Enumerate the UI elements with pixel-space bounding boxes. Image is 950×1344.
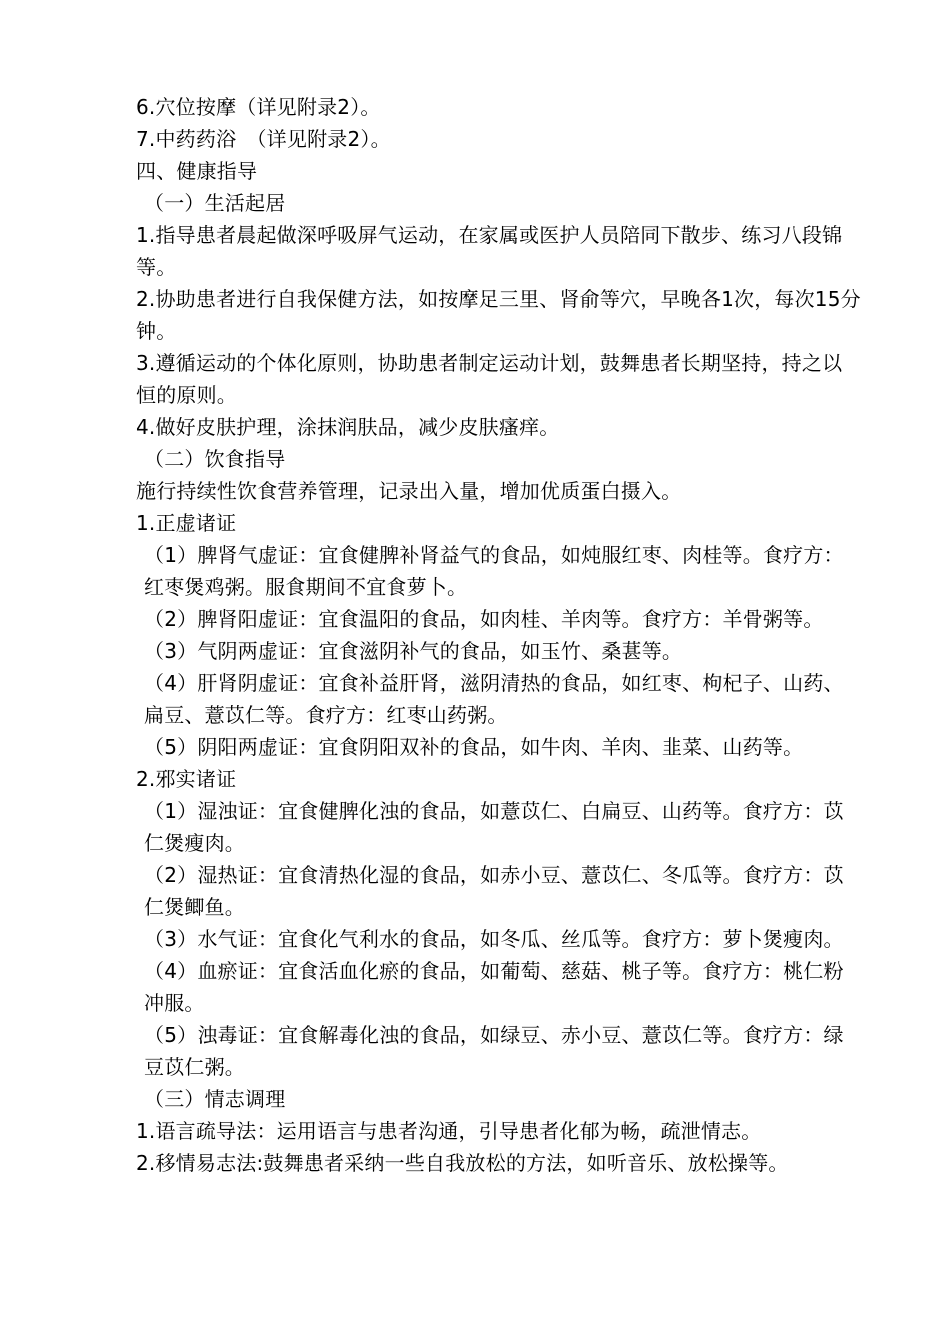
list-item: （5）浊毒证：宜食解毒化浊的食品，如绿豆、赤小豆、薏苡仁等。食疗方：绿豆苡仁粥。 bbox=[144, 1023, 844, 1079]
paragraph: 1.指导患者晨起做深呼吸屏气运动，在家属或医护人员陪同下散步、练习八段锦等。 bbox=[136, 223, 843, 279]
list-heading: 2.邪实诸证 bbox=[136, 767, 237, 791]
subsection-heading: （二）饮食指导 bbox=[144, 447, 286, 471]
list-item: （1）湿浊证：宜食健脾化浊的食品，如薏苡仁、白扁豆、山药等。食疗方：苡仁煲瘦肉。 bbox=[144, 799, 844, 855]
list-item: （3）水气证：宜食化气利水的食品，如冬瓜、丝瓜等。食疗方：萝卜煲瘦肉。 bbox=[144, 927, 844, 951]
list-item: （5）阴阳两虚证：宜食阴阳双补的食品，如牛肉、羊肉、韭菜、山药等。 bbox=[144, 735, 804, 759]
list-item: （2）湿热证：宜食清热化湿的食品，如赤小豆、薏苡仁、冬瓜等。食疗方：苡仁煲鲫鱼。 bbox=[144, 863, 844, 919]
document-body bbox=[92, 91, 862, 1179]
paragraph: 4.做好皮肤护理，涂抹润肤品，减少皮肤瘙痒。 bbox=[136, 415, 560, 439]
list-item: （4）肝肾阴虚证：宜食补益肝肾，滋阴清热的食品，如红枣、枸杞子、山药、扁豆、薏苡仁等。食疗方：红枣山药粥。 bbox=[144, 671, 844, 727]
paragraph: 7.中药药浴 （详见附录2）。 bbox=[136, 127, 391, 151]
list-item: （4）血瘀证：宜食活血化瘀的食品，如葡萄、慈菇、桃子等。食疗方：桃仁粉冲服。 bbox=[144, 959, 844, 1015]
subsection-heading: （三）情志调理 bbox=[144, 1087, 286, 1111]
paragraph: 施行持续性饮食营养管理，记录出入量，增加优质蛋白摄入。 bbox=[136, 479, 682, 503]
list-item: （1）脾肾气虚证：宜食健脾补肾益气的食品，如炖服红枣、肉桂等。食疗方：红枣煲鸡粥。服食期间不宜食萝卜。 bbox=[144, 543, 844, 599]
paragraph: 3.遵循运动的个体化原则，协助患者制定运动计划，鼓舞患者长期坚持，持之以恒的原则。 bbox=[136, 351, 843, 407]
list-heading: 1.正虚诸证 bbox=[136, 511, 237, 535]
paragraph: 6.穴位按摩（详见附录2）。 bbox=[136, 95, 381, 119]
list-item: （3）气阴两虚证：宜食滋阴补气的食品，如玉竹、桑葚等。 bbox=[144, 639, 683, 663]
list-item: （2）脾肾阳虚证：宜食温阳的食品，如肉桂、羊肉等。食疗方：羊骨粥等。 bbox=[144, 607, 824, 631]
paragraph: 1.语言疏导法：运用语言与患者沟通，引导患者化郁为畅，疏泄情志。 bbox=[136, 1119, 762, 1143]
subsection-heading: （一）生活起居 bbox=[144, 191, 286, 215]
paragraph: 2.移情易志法:鼓舞患者采纳一些自我放松的方法，如听音乐、放松操等。 bbox=[136, 1151, 789, 1175]
paragraph: 2.协助患者进行自我保健方法，如按摩足三里、肾俞等穴，早晚各1次，每次15分钟。 bbox=[136, 287, 861, 343]
section-heading: 四、健康指导 bbox=[136, 159, 258, 183]
